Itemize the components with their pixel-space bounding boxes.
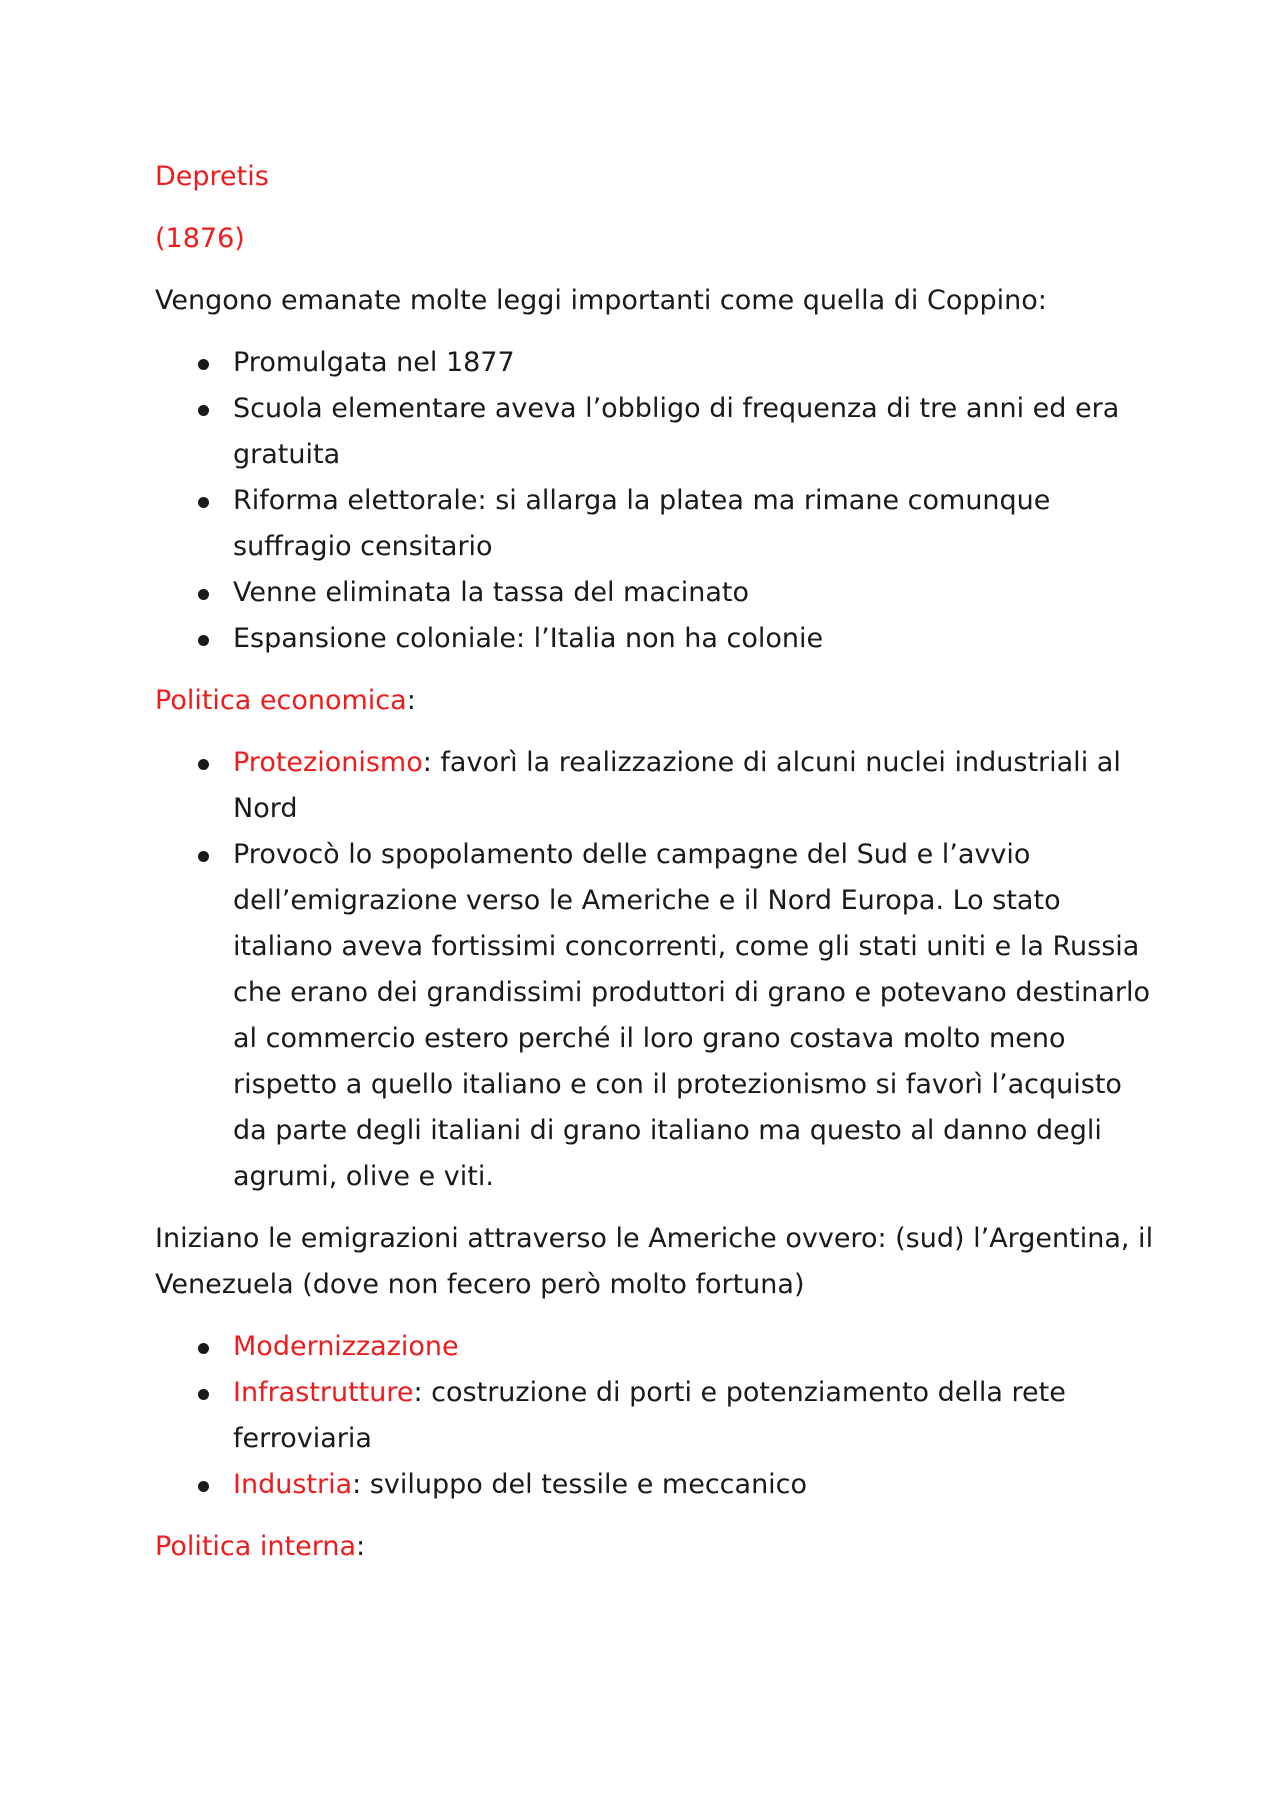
- term-label: Modernizzazione: [233, 1331, 459, 1362]
- emigration-paragraph: Iniziano le emigrazioni attraverso le Americhe ovvero: (sud) l’Argentina, il Venezuela (dove non fecero però molto fortuna): [155, 1223, 1154, 1300]
- bullet-icon: [198, 359, 209, 370]
- bullet-icon: [198, 851, 209, 862]
- list-item: [155, 1324, 1155, 1370]
- term-label: Industria: [233, 1469, 353, 1500]
- bullet-icon: [198, 1481, 209, 1492]
- bullet-icon: [198, 1343, 209, 1354]
- coppino-list: [155, 340, 1155, 662]
- term-label: Infrastrutture: [233, 1377, 414, 1408]
- list-item: Promulgata nel 1877: [155, 340, 1155, 386]
- bullet-icon: [198, 759, 209, 770]
- internal-heading: Politica interna:: [155, 1531, 366, 1562]
- list-item: Riforma elettorale: si allarga la platea ma rimane comunque suffragio censitario: [155, 478, 1155, 570]
- bullet-icon: [198, 635, 209, 646]
- list-item: Provocò lo spopolamento delle campagne del Sud e l’avvio dell’emigrazione verso le Americhe e il Nord Europa. Lo stato italiano aveva fortissimi concorrenti, come gli stati uniti e la Russia che erano dei grandissimi produttori di grano e potevano destinarlo al commercio estero perché il loro grano costava molto meno rispetto a quello italiano e con il protezionismo si favorì l’acquisto da parte degli italiani di grano italiano ma questo al danno degli agrumi, olive e viti.: [155, 832, 1155, 1200]
- list-item: Scuola elementare aveva l’obbligo di frequenza di tre anni ed era gratuita: [155, 386, 1155, 478]
- list-item: Espansione coloniale: l’Italia non ha colonie: [155, 616, 1155, 662]
- list-item: Venne eliminata la tassa del macinato: [155, 570, 1155, 616]
- bullet-icon: [198, 1389, 209, 1400]
- economic-list: [155, 740, 1155, 1200]
- term-label: Protezionismo: [233, 747, 423, 778]
- bullet-icon: [198, 405, 209, 416]
- year-label: (1876): [155, 223, 245, 254]
- list-item: Protezionismo: favorì la realizzazione di alcuni nuclei industriali al Nord: [155, 740, 1155, 832]
- bullet-icon: [198, 497, 209, 508]
- modernization-list: [155, 1324, 1155, 1508]
- economic-heading: Politica economica:: [155, 685, 416, 716]
- list-item: Industria: sviluppo del tessile e meccanico: [155, 1462, 1155, 1508]
- intro-paragraph: Vengono emanate molte leggi importanti come quella di Coppino:: [155, 285, 1047, 316]
- bullet-icon: [198, 589, 209, 600]
- list-item: Infrastrutture: costruzione di porti e potenziamento della rete ferroviaria: [155, 1370, 1155, 1462]
- document-body: [155, 154, 1155, 1570]
- page-title: Depretis: [155, 161, 269, 192]
